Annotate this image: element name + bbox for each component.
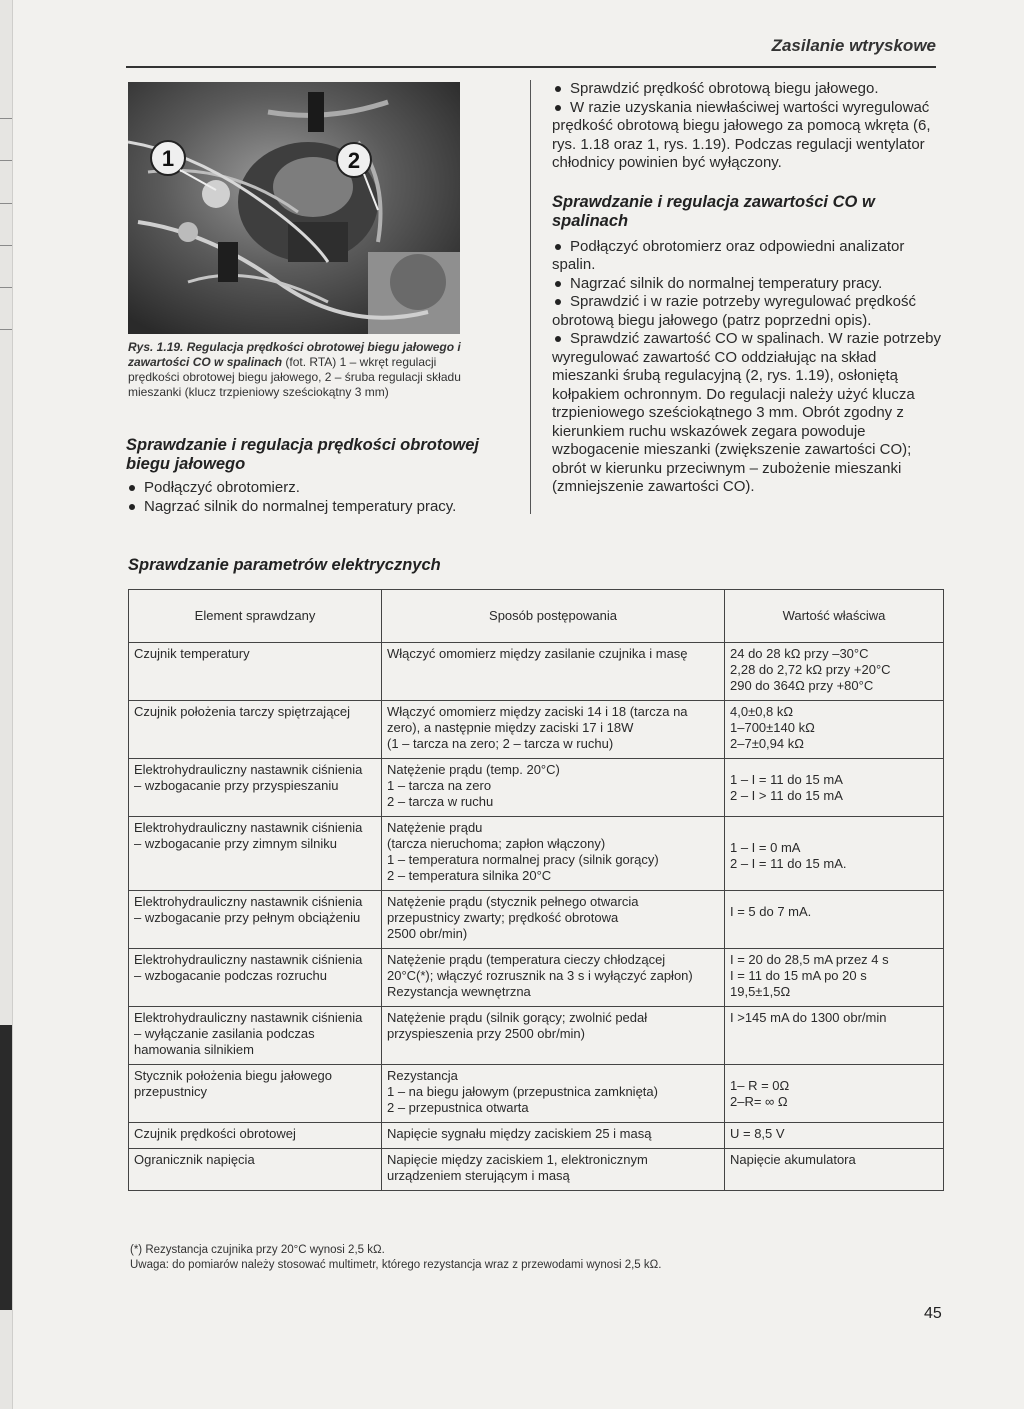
list-item: W razie uzyskania niewłaściwej wartości wyregulować prędkość obrotową biegu jałowego za pomocą wkręta (6, rys. 1.18 oraz 1, rys. 1.19). Podczas regulacji wentylator chłodnicy powinien być wyłączony. bbox=[552, 99, 942, 173]
cell-line: Czujnik położenia tarczy spiętrzającej bbox=[134, 704, 351, 719]
element-cell bbox=[129, 1065, 382, 1123]
cell-line: I = 5 do 7 mA. bbox=[730, 904, 812, 919]
element-cell bbox=[129, 759, 382, 817]
list-item: Nagrzać silnik do normalnej temperatury pracy. bbox=[126, 498, 486, 517]
figure-caption bbox=[128, 340, 468, 400]
method-cell bbox=[382, 1007, 725, 1065]
table-row bbox=[129, 1149, 944, 1191]
cell-line: Włączyć omomierz między zaciski 14 i 18 (tarcza na bbox=[387, 704, 688, 719]
cell-spacer bbox=[730, 830, 938, 840]
table-row bbox=[129, 1007, 944, 1065]
idle-speed-bullets-continued bbox=[552, 80, 942, 173]
cell-line: Napięcie akumulatora bbox=[730, 1152, 856, 1167]
cell-line: – wzbogacanie podczas rozruchu bbox=[134, 968, 327, 983]
column-header: Element sprawdzany bbox=[129, 590, 382, 643]
cell-line: 1 – tarcza na zero bbox=[387, 778, 492, 793]
table-row bbox=[129, 759, 944, 817]
idle-speed-bullets bbox=[126, 479, 486, 516]
cell-line: Elektrohydrauliczny nastawnik ciśnienia bbox=[134, 894, 363, 909]
table-row bbox=[129, 1065, 944, 1123]
caption-body: (fot. RTA) 1 – wkręt regulacji prędkości obrotowej biegu jałowego, 2 – śruba regulacji składu mieszanki (klucz trzpieniowy sześciokątny 3 mm) bbox=[128, 355, 461, 399]
method-cell bbox=[382, 817, 725, 891]
cell-line: 2–R= ∞ Ω bbox=[730, 1094, 788, 1109]
co-bullets bbox=[552, 238, 942, 497]
cell-line: Natężenie prądu (temperatura cieczy chłodzącej bbox=[387, 952, 666, 967]
cell-line: Stycznik położenia biegu jałowego bbox=[134, 1068, 333, 1083]
value-cell bbox=[725, 891, 944, 949]
co-section bbox=[552, 193, 942, 497]
running-header bbox=[126, 36, 936, 68]
co-heading: Sprawdzanie i regulacja zawartości CO w spalinach bbox=[552, 192, 875, 230]
cell-line: przepustnicy bbox=[134, 1084, 207, 1099]
cell-line: – wyłączanie zasilania podczas bbox=[134, 1026, 315, 1041]
method-cell bbox=[382, 759, 725, 817]
caption-title: Rys. 1.19. Regulacja prędkości obrotowej biegu jałowego i zawartości CO w spalinach bbox=[128, 340, 461, 369]
cell-line: I = 11 do 15 mA po 20 s bbox=[730, 968, 867, 983]
table-row bbox=[129, 1123, 944, 1149]
cell-line: 1 – na biegu jałowym (przepustnica zamknięta) bbox=[387, 1084, 658, 1099]
value-cell bbox=[725, 817, 944, 891]
value-cell bbox=[725, 1065, 944, 1123]
cell-line: przyspieszenia przy 2500 obr/min) bbox=[387, 1026, 585, 1041]
cell-line: 2500 obr/min) bbox=[387, 926, 468, 941]
cell-line: Natężenie prądu (silnik gorący; zwolnić pedał bbox=[387, 1010, 648, 1025]
callout-1-label: 1 bbox=[161, 146, 175, 171]
value-cell bbox=[725, 759, 944, 817]
cell-line: Czujnik temperatury bbox=[134, 646, 250, 661]
cell-line: 24 do 28 kΩ przy –30°C bbox=[730, 646, 869, 661]
cell-line: Elektrohydrauliczny nastawnik ciśnienia bbox=[134, 820, 363, 835]
cell-line: 1 – temperatura normalnej pracy (silnik gorący) bbox=[387, 852, 659, 867]
list-item: Nagrzać silnik do normalnej temperatury pracy. bbox=[552, 275, 942, 294]
cell-line: 2 – I = 11 do 15 mA. bbox=[730, 856, 847, 871]
cell-line: zero), a następnie między zaciski 17 i 18W bbox=[387, 720, 634, 735]
table-row bbox=[129, 891, 944, 949]
cell-line: 4,0±0,8 kΩ bbox=[730, 704, 794, 719]
method-cell bbox=[382, 1065, 725, 1123]
cell-line: urządzeniem sterującym i masą bbox=[387, 1168, 570, 1183]
electrical-heading: Sprawdzanie parametrów elektrycznych bbox=[128, 556, 441, 574]
list-item: Sprawdzić i w razie potrzeby wyregulować prędkość obrotową biegu jałowego (patrz poprzedni opis). bbox=[552, 293, 942, 330]
cell-line: Rezystancja wewnętrzna bbox=[387, 984, 531, 999]
value-cell bbox=[725, 1007, 944, 1065]
cell-spacer bbox=[730, 1068, 938, 1078]
element-cell bbox=[129, 1149, 382, 1191]
cell-line: 2 – tarcza w ruchu bbox=[387, 794, 494, 809]
engine-photo bbox=[128, 82, 460, 334]
cell-line: Elektrohydrauliczny nastawnik ciśnienia bbox=[134, 952, 363, 967]
table-header-row bbox=[129, 590, 944, 643]
element-cell bbox=[129, 817, 382, 891]
footnote: (*) Rezystancja czujnika przy 20°C wynosi 2,5 kΩ. bbox=[130, 1244, 385, 1256]
cell-line: Elektrohydrauliczny nastawnik ciśnienia bbox=[134, 1010, 363, 1025]
cell-line: 2 – I > 11 do 15 mA bbox=[730, 788, 843, 803]
cell-line: 290 do 364Ω przy +80°C bbox=[730, 678, 874, 693]
value-cell bbox=[725, 949, 944, 1007]
cell-line: 2 – przepustnica otwarta bbox=[387, 1100, 529, 1115]
cell-line: Ogranicznik napięcia bbox=[134, 1152, 255, 1167]
method-cell bbox=[382, 1123, 725, 1149]
element-cell bbox=[129, 643, 382, 701]
cell-spacer bbox=[730, 894, 938, 904]
cell-line: (tarcza nieruchoma; zapłon włączony) bbox=[387, 836, 606, 851]
cell-line: 2 – temperatura silnika 20°C bbox=[387, 868, 552, 883]
cell-line: Włączyć omomierz między zasilanie czujnika i masę bbox=[387, 646, 688, 661]
method-cell bbox=[382, 949, 725, 1007]
cell-spacer bbox=[730, 762, 938, 772]
cell-line: I >145 mA do 1300 obr/min bbox=[730, 1010, 887, 1025]
cell-line: – wzbogacanie przy zimnym silniku bbox=[134, 836, 338, 851]
cell-line: – wzbogacanie przy przyspieszaniu bbox=[134, 778, 339, 793]
cell-line: Natężenie prądu bbox=[387, 820, 483, 835]
cell-line: Elektrohydrauliczny nastawnik ciśnienia bbox=[134, 762, 363, 777]
value-cell bbox=[725, 1149, 944, 1191]
table-row bbox=[129, 701, 944, 759]
value-cell bbox=[725, 701, 944, 759]
cell-line: 19,5±1,5Ω bbox=[730, 984, 791, 999]
cell-line: Natężenie prądu (stycznik pełnego otwarcia bbox=[387, 894, 639, 909]
table-row bbox=[129, 949, 944, 1007]
cell-line: 1–700±140 kΩ bbox=[730, 720, 815, 735]
value-cell bbox=[725, 1123, 944, 1149]
column-header: Sposób postępowania bbox=[382, 590, 725, 643]
method-cell bbox=[382, 891, 725, 949]
column-header: Wartość właściwa bbox=[725, 590, 944, 643]
cell-line: (1 – tarcza na zero; 2 – tarcza w ruchu) bbox=[387, 736, 614, 751]
page-binding-edge bbox=[0, 0, 13, 1409]
page-number: 45 bbox=[924, 1305, 942, 1322]
cell-line: hamowania silnikiem bbox=[134, 1042, 254, 1057]
cell-line: U = 8,5 V bbox=[730, 1126, 785, 1141]
cell-line: Napięcie między zaciskiem 1, elektronicznym bbox=[387, 1152, 648, 1167]
callout-2-label: 2 bbox=[347, 148, 361, 173]
cell-line: 2,28 do 2,72 kΩ przy +20°C bbox=[730, 662, 891, 677]
footnotes bbox=[130, 1243, 661, 1273]
method-cell bbox=[382, 1149, 725, 1191]
column-divider bbox=[530, 80, 531, 514]
cell-spacer bbox=[730, 820, 938, 830]
method-cell bbox=[382, 643, 725, 701]
element-cell bbox=[129, 949, 382, 1007]
cell-line: 1– R = 0Ω bbox=[730, 1078, 790, 1093]
list-item: Podłączyć obrotomierz oraz odpowiedni analizator spalin. bbox=[552, 238, 942, 275]
cell-line: Natężenie prądu (temp. 20°C) bbox=[387, 762, 560, 777]
cell-line: – wzbogacanie przy pełnym obciążeniu bbox=[134, 910, 361, 925]
cell-line: 2–7±0,94 kΩ bbox=[730, 736, 804, 751]
electrical-parameters-table bbox=[128, 589, 944, 1191]
element-cell bbox=[129, 1123, 382, 1149]
method-cell bbox=[382, 701, 725, 759]
element-cell bbox=[129, 701, 382, 759]
header-title: Zasilanie wtryskowe bbox=[771, 36, 936, 55]
right-column bbox=[552, 80, 942, 497]
element-cell bbox=[129, 1007, 382, 1065]
cell-line: przepustnicy zwarty; prędkość obrotowa bbox=[387, 910, 619, 925]
table-row bbox=[129, 817, 944, 891]
cell-line: Napięcie sygnału między zaciskiem 25 i masą bbox=[387, 1126, 652, 1141]
table-body bbox=[129, 643, 944, 1191]
idle-speed-section bbox=[126, 436, 486, 516]
table-row bbox=[129, 643, 944, 701]
cell-line: 20°C(*); włączyć rozrusznik na 3 s i wyłączyć zapłon) bbox=[387, 968, 693, 983]
cell-line: Czujnik prędkości obrotowej bbox=[134, 1126, 296, 1141]
footnote: Uwaga: do pomiarów należy stosować multimetr, którego rezystancja wraz z przewodami wynosi 2,5 kΩ. bbox=[130, 1259, 662, 1271]
cell-line: 1 – I = 11 do 15 mA bbox=[730, 772, 843, 787]
cell-line: I = 20 do 28,5 mA przez 4 s bbox=[730, 952, 889, 967]
list-item: Sprawdzić prędkość obrotową biegu jałowego. bbox=[552, 80, 942, 99]
value-cell bbox=[725, 643, 944, 701]
list-item: Sprawdzić zawartość CO w spalinach. W razie potrzeby wyregulować zawartość CO oddziałując na skład mieszanki śrubą regulacyjną (2, rys. 1.19), osłoniętą kołpakiem ochronnym. Do regulacji należy użyć klucza trzpieniowego sześciokątnego 3 mm. Obrót zgodny z kierunkiem ruchu wskazówek zegara powoduje wzbogacenie mieszanki (zwiększenie zawartości CO); obrót w kierunku przeciwnym – zubożenie mieszanki (zmniejszenie zawartości CO). bbox=[552, 330, 941, 495]
element-cell bbox=[129, 891, 382, 949]
list-item: Podłączyć obrotomierz. bbox=[126, 479, 486, 498]
idle-speed-heading: Sprawdzanie i regulacja prędkości obrotowej biegu jałowego bbox=[126, 436, 480, 473]
cell-line: Rezystancja bbox=[387, 1068, 458, 1083]
cell-line: 1 – I = 0 mA bbox=[730, 840, 801, 855]
